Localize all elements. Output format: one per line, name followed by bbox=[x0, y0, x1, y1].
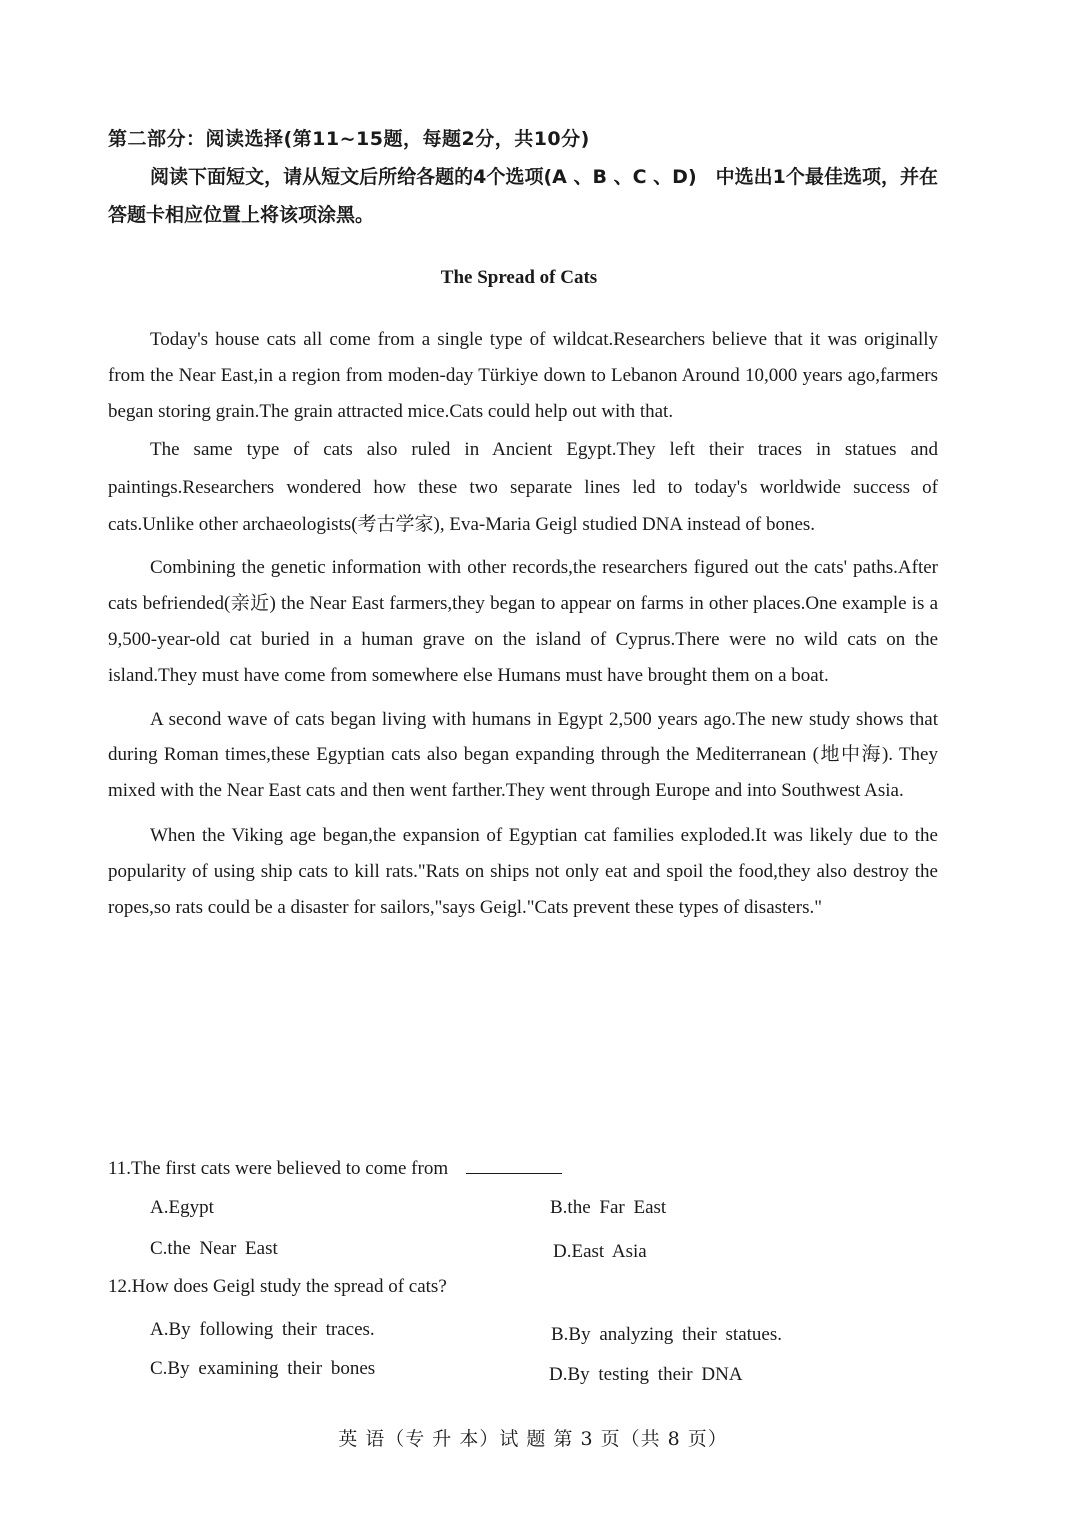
section-instructions: 阅读下面短文，请从短文后所给各题的4个选项(A 、B 、C 、D) 中选出1个最佳选项，并在答题卡相应位置上将该项涂黑。 bbox=[108, 166, 938, 226]
passage-body bbox=[108, 322, 938, 926]
question-11-option-b: B.the Far East bbox=[550, 1197, 667, 1218]
question-stem: 12.How does Geigl study the spread of cats? bbox=[108, 1276, 447, 1297]
question-11-option-a: A.Egypt bbox=[150, 1197, 214, 1218]
passage-paragraph: Combining the genetic information with other records,the researchers figured out the cats' paths.After cats befriended(亲近) the Near East farmers,they began to appear on farms in other places.One example is a 9,500-year-old cat buried in a human grave on the island of Cyprus.There were no wild cats on the island.They must have come from somewhere else Humans must have brought them on a boat. bbox=[108, 556, 938, 686]
answer-blank bbox=[466, 1157, 562, 1174]
passage-title: The Spread of Cats bbox=[440, 267, 598, 288]
passage-paragraph: When the Viking age began,the expansion of Egyptian cat families exploded.It was likely due to the popularity of using ship cats to kill rats."Rats on ships not only eat and spoil the food,they also destroy the ropes,so rats could be a disaster for sailors,"says Geigl."Cats prevent these types of disasters." bbox=[108, 825, 938, 918]
question-11-option-d: D.East Asia bbox=[553, 1241, 647, 1262]
question-11 bbox=[108, 1157, 562, 1180]
passage-paragraph: A second wave of cats began living with humans in Egypt 2,500 years ago.The new study shows that during Roman times,these Egyptian cats also began expanding through the Mediterranean (地中海). They mixed with the Near East cats and then went farther.They went through Europe and into Southwest Asia. bbox=[108, 708, 938, 801]
passage-paragraph: Today's house cats all come from a single type of wildcat.Researchers believe that it was originally from the Near East,in a region from moden-day Türkiye down to Lebanon Around 10,000 years ago,farmers began storing grain.The grain attracted mice.Cats could help out with that. bbox=[108, 329, 938, 422]
passage-paragraph: The same type of cats also ruled in Ancient Egypt.They left their traces in statues and paintings.Researchers wondered how these two separate lines led to today's worldwide success of cats.Unlike other archaeologists(考古学家), Eva-Maria Geigl studied DNA instead of bones. bbox=[108, 439, 938, 535]
question-12-option-d: D.By testing their DNA bbox=[549, 1364, 743, 1385]
question-12-option-a: A.By following their traces. bbox=[150, 1319, 375, 1340]
question-12-option-b: B.By analyzing their statues. bbox=[551, 1324, 782, 1345]
section-title: 第二部分：阅读选择(第11~15题，每题2分，共10分) bbox=[108, 128, 590, 150]
question-stem: 11.The first cats were believed to come from bbox=[108, 1158, 449, 1179]
question-12-option-c: C.By examining their bones bbox=[150, 1358, 376, 1379]
page-footer: 英 语（专 升 本）试 题 第 3 页（共 8 页） bbox=[338, 1428, 728, 1450]
question-11-option-c: C.the Near East bbox=[150, 1238, 278, 1259]
question-12 bbox=[108, 1276, 447, 1298]
